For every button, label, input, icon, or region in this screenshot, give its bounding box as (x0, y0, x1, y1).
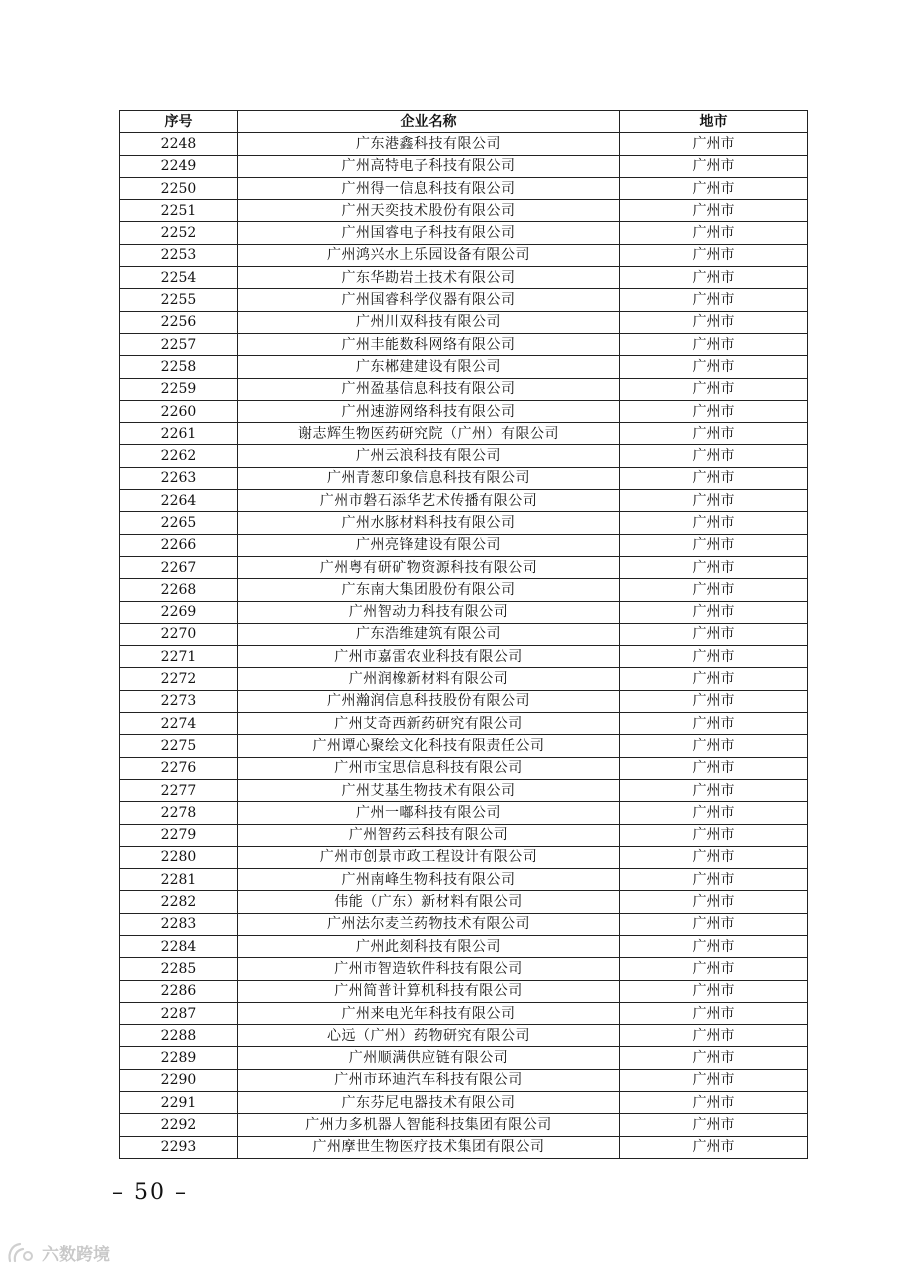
table-row (120, 735, 808, 757)
row-serial: 2293 (120, 1136, 238, 1158)
row-company-name: 广州摩世生物医疗技术集团有限公司 (238, 1136, 620, 1158)
table-row (120, 601, 808, 623)
row-serial: 2251 (120, 200, 238, 222)
row-city: 广州市 (620, 779, 808, 801)
table-row (120, 534, 808, 556)
table-row (120, 133, 808, 155)
row-company-name: 广州力多机器人智能科技集团有限公司 (238, 1114, 620, 1136)
row-serial: 2284 (120, 935, 238, 957)
row-company-name: 广州南峰生物科技有限公司 (238, 869, 620, 891)
row-serial: 2283 (120, 913, 238, 935)
row-city: 广州市 (620, 668, 808, 690)
row-serial: 2253 (120, 244, 238, 266)
row-serial: 2280 (120, 846, 238, 868)
row-serial: 2276 (120, 757, 238, 779)
row-city: 广州市 (620, 311, 808, 333)
row-company-name: 广州润橡新材料有限公司 (238, 668, 620, 690)
row-company-name: 心远（广州）药物研究有限公司 (238, 1025, 620, 1047)
row-company-name: 广州市智造软件科技有限公司 (238, 958, 620, 980)
row-company-name: 广州川双科技有限公司 (238, 311, 620, 333)
row-serial: 2254 (120, 267, 238, 289)
table-row (120, 423, 808, 445)
table-row (120, 779, 808, 801)
table-row (120, 824, 808, 846)
row-company-name: 广州亮锋建设有限公司 (238, 534, 620, 556)
row-serial: 2265 (120, 512, 238, 534)
row-city: 广州市 (620, 802, 808, 824)
row-serial: 2262 (120, 445, 238, 467)
row-serial: 2252 (120, 222, 238, 244)
row-company-name: 广州国睿科学仪器有限公司 (238, 289, 620, 311)
row-company-name: 广州速游网络科技有限公司 (238, 400, 620, 422)
row-city: 广州市 (620, 378, 808, 400)
row-company-name: 广州一嘟科技有限公司 (238, 802, 620, 824)
row-company-name: 广州鸿兴水上乐园设备有限公司 (238, 244, 620, 266)
row-city: 广州市 (620, 222, 808, 244)
row-city: 广州市 (620, 467, 808, 489)
row-company-name: 广州艾基生物技术有限公司 (238, 779, 620, 801)
row-company-name: 广州市宝思信息科技有限公司 (238, 757, 620, 779)
row-city: 广州市 (620, 1069, 808, 1091)
row-city: 广州市 (620, 646, 808, 668)
row-serial: 2261 (120, 423, 238, 445)
row-serial: 2267 (120, 556, 238, 578)
table-row (120, 1069, 808, 1091)
row-city: 广州市 (620, 690, 808, 712)
table-row (120, 222, 808, 244)
row-serial: 2274 (120, 713, 238, 735)
row-serial: 2273 (120, 690, 238, 712)
table-header-row (120, 111, 808, 133)
table-row (120, 400, 808, 422)
row-serial: 2291 (120, 1092, 238, 1114)
row-company-name: 广东港鑫科技有限公司 (238, 133, 620, 155)
row-city: 广州市 (620, 846, 808, 868)
row-company-name: 广州顺满供应链有限公司 (238, 1047, 620, 1069)
row-city: 广州市 (620, 177, 808, 199)
row-city: 广州市 (620, 958, 808, 980)
row-city: 广州市 (620, 445, 808, 467)
table-row (120, 869, 808, 891)
row-company-name: 广州国睿电子科技有限公司 (238, 222, 620, 244)
row-serial: 2249 (120, 155, 238, 177)
row-serial: 2278 (120, 802, 238, 824)
table-row (120, 512, 808, 534)
row-company-name: 广东南大集团股份有限公司 (238, 579, 620, 601)
table-row (120, 579, 808, 601)
header-city: 地市 (620, 111, 808, 133)
row-company-name: 广东芬尼电器技术有限公司 (238, 1092, 620, 1114)
row-serial: 2277 (120, 779, 238, 801)
row-serial: 2259 (120, 378, 238, 400)
table-row (120, 1114, 808, 1136)
row-city: 广州市 (620, 133, 808, 155)
row-city: 广州市 (620, 534, 808, 556)
table-row (120, 289, 808, 311)
row-company-name: 广州简普计算机科技有限公司 (238, 980, 620, 1002)
table-row (120, 1092, 808, 1114)
row-company-name: 广州此刻科技有限公司 (238, 935, 620, 957)
header-company-name: 企业名称 (238, 111, 620, 133)
row-city: 广州市 (620, 1047, 808, 1069)
row-company-name: 广州智药云科技有限公司 (238, 824, 620, 846)
row-serial: 2287 (120, 1002, 238, 1024)
row-serial: 2248 (120, 133, 238, 155)
table-row (120, 267, 808, 289)
row-serial: 2271 (120, 646, 238, 668)
row-serial: 2270 (120, 623, 238, 645)
table-row (120, 155, 808, 177)
row-city: 广州市 (620, 200, 808, 222)
row-company-name: 广东华勘岩土技术有限公司 (238, 267, 620, 289)
row-city: 广州市 (620, 1025, 808, 1047)
row-serial: 2266 (120, 534, 238, 556)
table-row (120, 846, 808, 868)
row-city: 广州市 (620, 267, 808, 289)
table-row (120, 1136, 808, 1158)
table-body (120, 133, 808, 1159)
row-company-name: 伟能（广东）新材料有限公司 (238, 891, 620, 913)
row-company-name: 广州艾奇西新药研究有限公司 (238, 713, 620, 735)
row-serial: 2272 (120, 668, 238, 690)
row-company-name: 广州天奕技术股份有限公司 (238, 200, 620, 222)
row-city: 广州市 (620, 579, 808, 601)
row-city: 广州市 (620, 1002, 808, 1024)
page-number: – 50 – (112, 1180, 188, 1205)
table-row (120, 378, 808, 400)
table-row (120, 802, 808, 824)
row-serial: 2263 (120, 467, 238, 489)
table-row (120, 1025, 808, 1047)
row-serial: 2286 (120, 980, 238, 1002)
row-city: 广州市 (620, 512, 808, 534)
row-serial: 2250 (120, 177, 238, 199)
row-serial: 2268 (120, 579, 238, 601)
table-row (120, 623, 808, 645)
row-company-name: 广州盈基信息科技有限公司 (238, 378, 620, 400)
row-company-name: 广州谭心聚绘文化科技有限责任公司 (238, 735, 620, 757)
row-city: 广州市 (620, 601, 808, 623)
table-row (120, 935, 808, 957)
table-row (120, 1002, 808, 1024)
row-company-name: 广州来电光年科技有限公司 (238, 1002, 620, 1024)
row-city: 广州市 (620, 913, 808, 935)
table-row (120, 467, 808, 489)
row-city: 广州市 (620, 891, 808, 913)
row-serial: 2275 (120, 735, 238, 757)
row-serial: 2288 (120, 1025, 238, 1047)
row-company-name: 广州法尔麦兰药物技术有限公司 (238, 913, 620, 935)
row-serial: 2285 (120, 958, 238, 980)
row-company-name: 广东浩维建筑有限公司 (238, 623, 620, 645)
row-company-name: 广州瀚润信息科技股份有限公司 (238, 690, 620, 712)
row-company-name: 谢志辉生物医药研究院（广州）有限公司 (238, 423, 620, 445)
row-serial: 2292 (120, 1114, 238, 1136)
row-serial: 2269 (120, 601, 238, 623)
row-city: 广州市 (620, 935, 808, 957)
row-serial: 2289 (120, 1047, 238, 1069)
row-city: 广州市 (620, 400, 808, 422)
table-row (120, 980, 808, 1002)
table-row (120, 690, 808, 712)
table-row (120, 757, 808, 779)
table-row (120, 668, 808, 690)
watermark-text: 六数跨境 (42, 1245, 110, 1265)
brand-logo-icon (6, 1241, 36, 1265)
row-company-name: 广州市环迪汽车科技有限公司 (238, 1069, 620, 1091)
table-row (120, 646, 808, 668)
row-city: 广州市 (620, 556, 808, 578)
row-company-name: 广州得一信息科技有限公司 (238, 177, 620, 199)
table-row (120, 177, 808, 199)
row-city: 广州市 (620, 356, 808, 378)
table-row (120, 445, 808, 467)
row-serial: 2256 (120, 311, 238, 333)
row-serial: 2279 (120, 824, 238, 846)
row-city: 广州市 (620, 623, 808, 645)
table-row (120, 713, 808, 735)
row-city: 广州市 (620, 289, 808, 311)
row-company-name: 广州水豚材料科技有限公司 (238, 512, 620, 534)
row-city: 广州市 (620, 333, 808, 355)
row-city: 广州市 (620, 490, 808, 512)
row-serial: 2264 (120, 490, 238, 512)
row-company-name: 广州市嘉雷农业科技有限公司 (238, 646, 620, 668)
row-company-name: 广州云浪科技有限公司 (238, 445, 620, 467)
row-company-name: 广州智动力科技有限公司 (238, 601, 620, 623)
row-city: 广州市 (620, 869, 808, 891)
row-serial: 2257 (120, 333, 238, 355)
row-company-name: 广州丰能数科网络有限公司 (238, 333, 620, 355)
row-company-name: 广东郴建建设有限公司 (238, 356, 620, 378)
row-city: 广州市 (620, 713, 808, 735)
row-city: 广州市 (620, 244, 808, 266)
table-row (120, 958, 808, 980)
row-serial: 2258 (120, 356, 238, 378)
row-city: 广州市 (620, 757, 808, 779)
row-city: 广州市 (620, 1136, 808, 1158)
table-row (120, 333, 808, 355)
table-row (120, 490, 808, 512)
table-row (120, 1047, 808, 1069)
row-company-name: 广州市磐石添华艺术传播有限公司 (238, 490, 620, 512)
row-serial: 2290 (120, 1069, 238, 1091)
row-city: 广州市 (620, 423, 808, 445)
row-company-name: 广州青葱印象信息科技有限公司 (238, 467, 620, 489)
table-row (120, 556, 808, 578)
row-serial: 2255 (120, 289, 238, 311)
watermark (6, 1240, 110, 1265)
row-city: 广州市 (620, 735, 808, 757)
enterprise-table (119, 110, 808, 1159)
row-company-name: 广州高特电子科技有限公司 (238, 155, 620, 177)
row-city: 广州市 (620, 155, 808, 177)
row-city: 广州市 (620, 980, 808, 1002)
row-city: 广州市 (620, 824, 808, 846)
row-serial: 2282 (120, 891, 238, 913)
row-company-name: 广州市创景市政工程设计有限公司 (238, 846, 620, 868)
row-company-name: 广州粤有研矿物资源科技有限公司 (238, 556, 620, 578)
row-city: 广州市 (620, 1092, 808, 1114)
table-row (120, 891, 808, 913)
header-serial: 序号 (120, 111, 238, 133)
table-row (120, 913, 808, 935)
row-serial: 2260 (120, 400, 238, 422)
table-row (120, 200, 808, 222)
row-serial: 2281 (120, 869, 238, 891)
row-city: 广州市 (620, 1114, 808, 1136)
table-row (120, 311, 808, 333)
table-row (120, 356, 808, 378)
table-row (120, 244, 808, 266)
